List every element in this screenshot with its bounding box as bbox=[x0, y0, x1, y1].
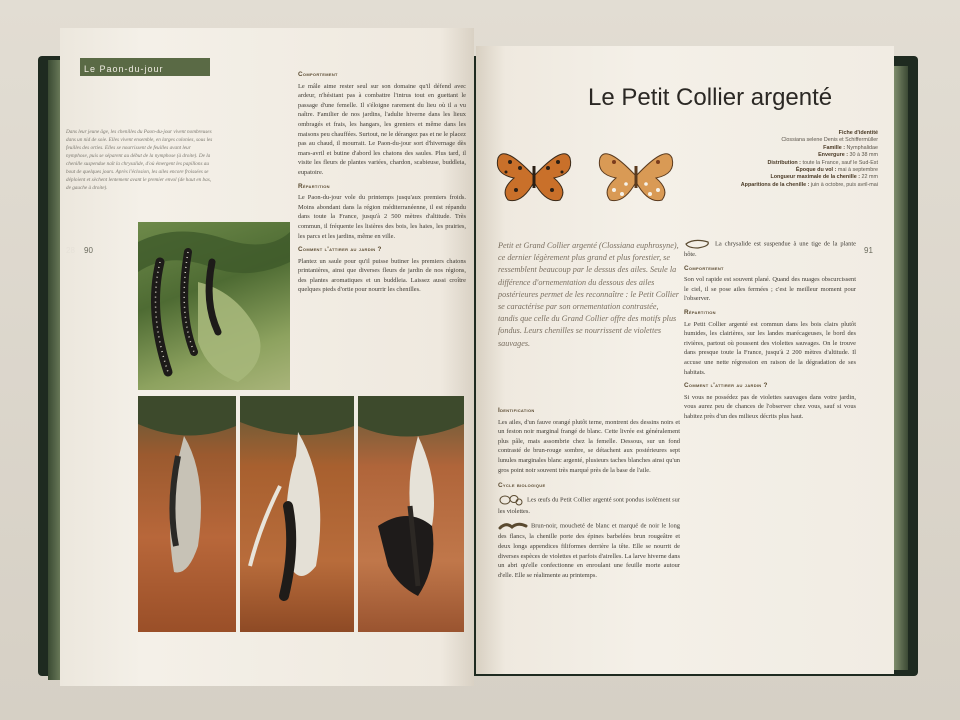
photo-caption: Dans leur jeune âge, les chenilles du Paon-du-jour vivent nombreuses dans un nid de soie. Elles vivent ensemble, en larges colonies, sous les feuilles des orties. Elles se nourrissent de feuilles avant leur nymphose, puis se séparent au début de la nymphose (à droite). De la chenille suspendue naît la chrysalide, d'où émergent les papillons au bout de quelques jours. Après l'éclosion, les ailes encore froissées se déploient et sèchent lentement avant le premier envol (de haut en bas, de gauche à droite). bbox=[66, 129, 213, 191]
species-intro: Petit et Grand Collier argenté (Clossiana euphrosyne), ce dernier légèrement plus grand et plus forestier, se ressemblent beaucoup par le dessus des ailes. Seule la différence d'ornementation du dessous des ailes postérieures permet de les reconnaître : le Petit Collier se caractérise par son ornementation contrastée, tandis que celle du Grand Collier offre des motifs plus fondus. Leurs chenilles se nourrissent de violettes sauvages. bbox=[498, 241, 679, 348]
left-page bbox=[60, 28, 474, 686]
section-text: Le mâle aime rester seul sur son domaine qu'il défend avec ardeur, n'hésitant pas à combattre l'intrus tout en guettant le passage d'une femelle. Il s'éloigne rarement du lieu où il a vu naître. Familier de nos jardins, l'adulte hiverne dans les lieux ombragés et frais, les hangars, les greniers et même dans les maisons peu chauffées. Surtout, ne le dérangez pas et ne le placez pas au chaud, il mourrait. Le Paon-du-jour sort d'hivernage dès mars-avril et butine d'abord les chatons des saules. Plus tard, il visite les fleurs de plantes variées, chardon, scabieuse, buddleia, eupatoire. bbox=[298, 82, 466, 176]
emerging-butterfly-illustration bbox=[240, 396, 354, 632]
identity-row: Famille : Nymphalidae bbox=[823, 144, 878, 151]
section-text: Les ailes, d'un fauve orangé plutôt terne, montrent des dessins noirs et un feston noir marginal frangé de blanc. Cette livrée est généralement plus pâle, mais assombrie chez la femelle. Dessous, sur un fond contrasté de brun-rouge sombre, se détachent aux postérieures sept lunules marginales blanc argenté, plusieurs taches blanches ainsi qu'un gros point noir souvent très marqué près de la base de l'aile. bbox=[498, 418, 680, 474]
identity-row: Époque du vol : mai à septembre bbox=[795, 167, 878, 174]
chrysalis-photo-1 bbox=[138, 396, 236, 632]
section-heading: Comportement bbox=[684, 264, 724, 272]
section-text: Le Paon-du-jour vole du printemps jusqu'aux premiers froids. Moins abondant dans la région méditerranéenne, il est répandu dans toute la France, jusqu'à 2 500 mètres d'altitude. Très commun, il fréquente les lisières des bois, les haies, les prairies, les parcs et les jardins, même en ville. bbox=[298, 194, 466, 240]
chrysalis-icon bbox=[684, 238, 712, 250]
identity-row: Apparitions de la chenille : juin à octobre, puis avril-mai bbox=[740, 181, 878, 188]
section-heading: Comment l'attirer au jardin ? bbox=[298, 246, 382, 254]
identity-row: Distribution : toute la France, sauf le Sud-Est bbox=[767, 159, 878, 166]
page-number: 91 bbox=[864, 246, 873, 255]
right-cover-edge bbox=[894, 66, 908, 670]
section-heading: Cycle biologique bbox=[498, 482, 546, 490]
butterfly-upperside-icon bbox=[494, 146, 574, 206]
chrysalis-photo-3 bbox=[358, 396, 464, 632]
identity-row: Longueur maximale de la chenille : 22 mm bbox=[770, 174, 878, 181]
section-heading: Identification bbox=[498, 407, 535, 414]
caterpillar-text: Brun-noir, moucheté de blanc et marqué de noir le long des flancs, la chenille porte des épines barbelées brun rougeâtre et deux longs appendices filiformes derrière la tête. Elle se nourrit de diverses espèces de violettes et parfois d'airelles. La larve hiverne dans un abri qu'elle confectionne en enroulant une feuille morte autour d'elle. Elle se réalimente au printemps. bbox=[498, 520, 680, 580]
section-heading: Répartition bbox=[298, 182, 330, 190]
left-text-column bbox=[298, 70, 466, 299]
caterpillars-illustration bbox=[138, 222, 290, 390]
section-heading: Répartition bbox=[684, 308, 716, 316]
caterpillar-icon bbox=[498, 520, 528, 532]
identification-column bbox=[498, 406, 680, 584]
section-text: Si vous ne possédez pas de violettes sauvages dans votre jardin, vous aurez peu de chances de l'observer chez vous, sauf si vous habitez près d'un des milieux décrits plus haut. bbox=[684, 393, 856, 420]
section-text: Son vol rapide est souvent plané. Quand des nuages obscurcissent le ciel, il se pose ailes fermées ; c'est le meilleur moment pour l'observer. bbox=[684, 276, 856, 303]
outer-page-number: 28 bbox=[66, 246, 75, 255]
chrysalis-photo-2 bbox=[240, 396, 354, 632]
newly-emerged-butterfly-illustration bbox=[358, 396, 464, 632]
identity-card-title: Fiche d'identité bbox=[838, 130, 878, 136]
caterpillars-photo bbox=[138, 222, 290, 390]
section-heading: Comportement bbox=[298, 71, 338, 78]
identity-row: Envergure : 30 à 38 mm bbox=[818, 152, 878, 159]
right-page bbox=[476, 46, 894, 674]
page-number: 90 bbox=[84, 246, 93, 255]
chrysalis-text: La chrysalide est suspendue à une tige de la plante hôte. bbox=[684, 238, 856, 260]
section-heading: Comment l'attirer au jardin ? bbox=[684, 382, 768, 390]
identity-card bbox=[700, 130, 878, 189]
running-head: Le Paon-du-jour bbox=[84, 64, 164, 74]
eggs-text: Les œufs du Petit Collier argenté sont pondus isolément sur les violettes. bbox=[498, 493, 680, 517]
right-text-column bbox=[684, 238, 856, 426]
section-text: Le Petit Collier argenté est commun dans les bois clairs plutôt humides, les clairières, sur les landes marécageuses, le bord des rivières, partout où poussent des violettes sauvages. On le trouve dans presque toute la France, jusqu'à 2 200 mètres d'altitude. Il accuse une nette régression en raison de la dégradation de ses habitats. bbox=[684, 320, 856, 376]
section-text: Plantez un saule pour qu'il puisse butiner les premiers chatons printanières, ainsi que diverses fleurs de jardin de nos régions, des plantes aromatiques et un buddleia. Laissez aussi croître quelques pieds d'ortie pour nourrir les chenilles. bbox=[298, 257, 466, 294]
chrysalis-illustration bbox=[138, 396, 236, 632]
identity-species: Clossiana selene Denis et Schiffermüller bbox=[781, 137, 878, 144]
butterfly-underside-icon bbox=[596, 146, 676, 206]
page-title: Le Petit Collier argenté bbox=[588, 84, 833, 111]
eggs-icon bbox=[498, 493, 524, 507]
